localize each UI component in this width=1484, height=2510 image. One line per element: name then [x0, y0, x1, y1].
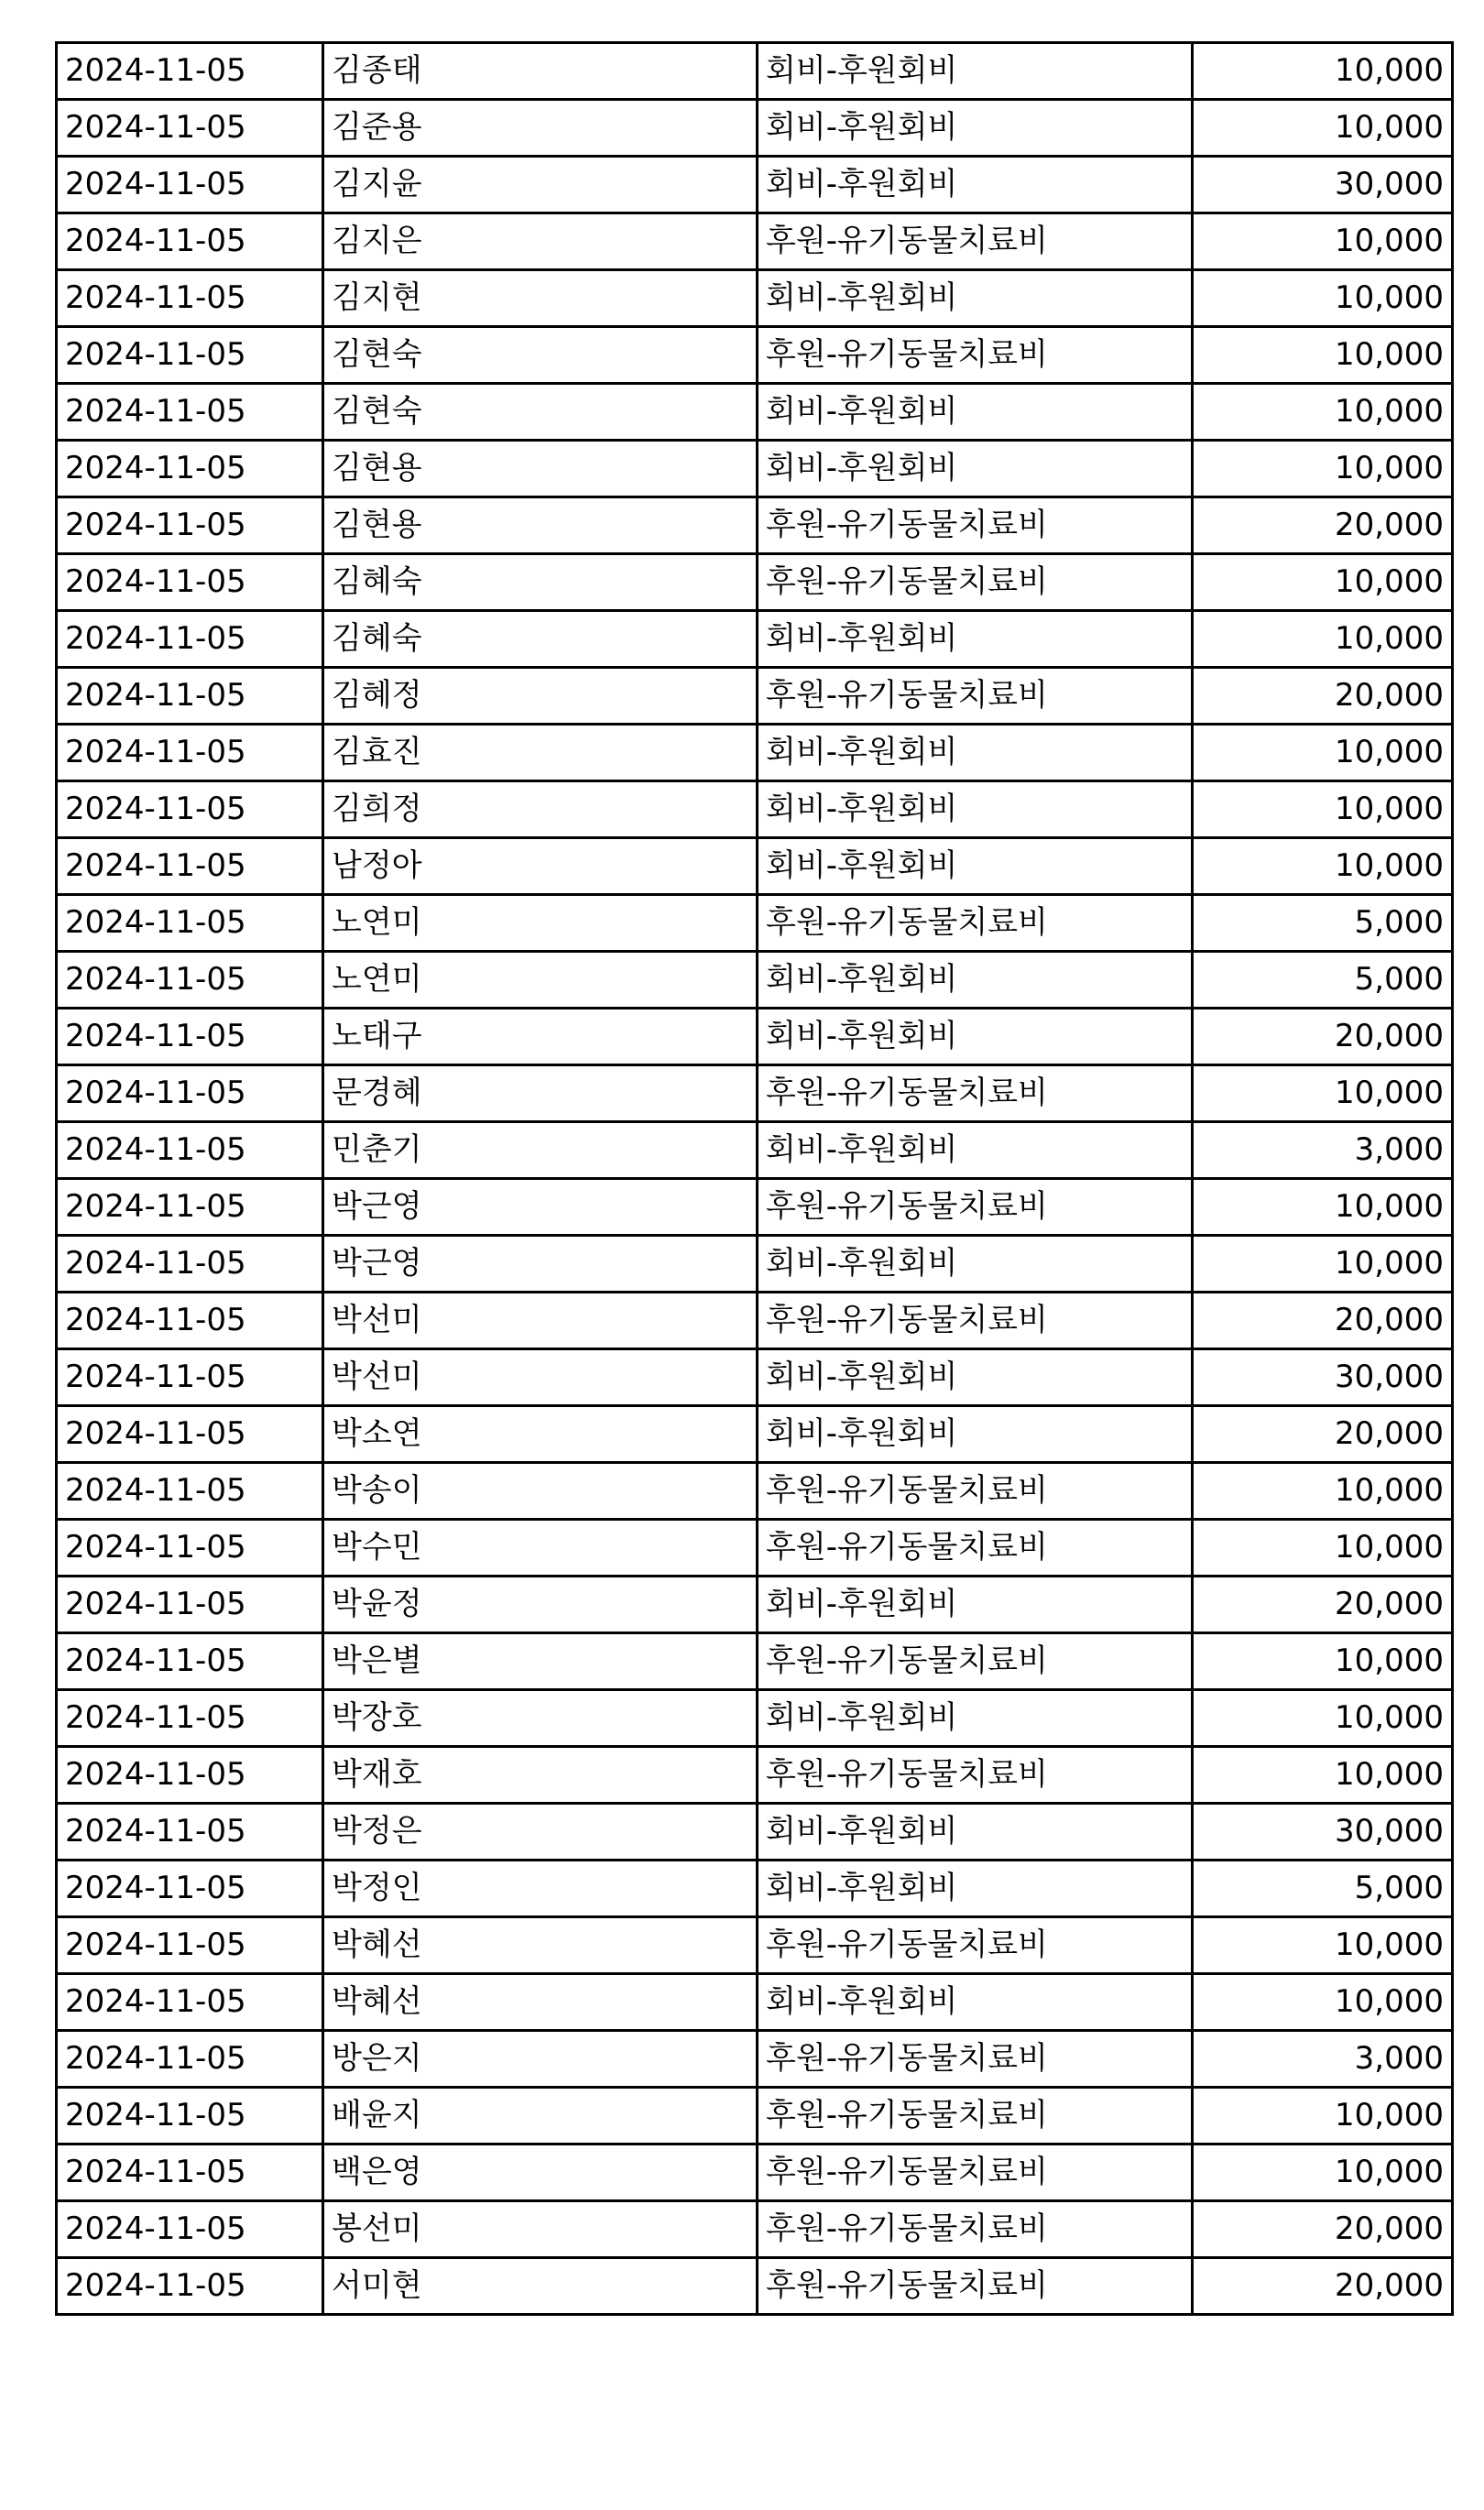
amount-cell: 10,000	[1193, 1747, 1453, 1804]
date-cell: 2024-11-05	[57, 1747, 323, 1804]
donor-name-cell: 박근영	[323, 1179, 758, 1236]
date-cell: 2024-11-05	[57, 781, 323, 838]
amount-cell: 20,000	[1193, 1406, 1453, 1463]
table-row	[57, 1009, 1453, 1065]
table-row	[57, 1122, 1453, 1179]
donor-name-cell: 박윤정	[323, 1577, 758, 1633]
category-cell: 회비-후원회비	[758, 838, 1193, 895]
category-cell: 회비-후원회비	[758, 1009, 1193, 1065]
date-cell: 2024-11-05	[57, 270, 323, 327]
table-row	[57, 1747, 1453, 1804]
date-cell: 2024-11-05	[57, 213, 323, 270]
category-cell: 회비-후원회비	[758, 1861, 1193, 1917]
date-cell: 2024-11-05	[57, 1406, 323, 1463]
category-cell: 회비-후원회비	[758, 1577, 1193, 1633]
date-cell: 2024-11-05	[57, 611, 323, 668]
table-row	[57, 1974, 1453, 2031]
table-row	[57, 327, 1453, 384]
amount-cell: 10,000	[1193, 1690, 1453, 1747]
category-cell: 회비-후원회비	[758, 384, 1193, 441]
amount-cell: 20,000	[1193, 1009, 1453, 1065]
table-row	[57, 270, 1453, 327]
category-cell: 후원-유기동물치료비	[758, 1293, 1193, 1349]
category-cell: 회비-후원회비	[758, 1349, 1193, 1406]
donor-name-cell: 박정인	[323, 1861, 758, 1917]
category-cell: 후원-유기동물치료비	[758, 2201, 1193, 2258]
date-cell: 2024-11-05	[57, 1917, 323, 1974]
date-cell: 2024-11-05	[57, 1577, 323, 1633]
amount-cell: 10,000	[1193, 725, 1453, 781]
category-cell: 후원-유기동물치료비	[758, 497, 1193, 554]
donor-name-cell: 서미현	[323, 2258, 758, 2315]
amount-cell: 10,000	[1193, 327, 1453, 384]
amount-cell: 10,000	[1193, 43, 1453, 100]
table-row	[57, 43, 1453, 100]
date-cell: 2024-11-05	[57, 1520, 323, 1577]
table-row	[57, 554, 1453, 611]
donor-name-cell: 박선미	[323, 1293, 758, 1349]
date-cell: 2024-11-05	[57, 2031, 323, 2088]
donor-name-cell: 김종태	[323, 43, 758, 100]
date-cell: 2024-11-05	[57, 1009, 323, 1065]
table-row	[57, 1179, 1453, 1236]
date-cell: 2024-11-05	[57, 327, 323, 384]
amount-cell: 10,000	[1193, 1633, 1453, 1690]
table-row	[57, 1577, 1453, 1633]
date-cell: 2024-11-05	[57, 497, 323, 554]
table-row	[57, 213, 1453, 270]
category-cell: 후원-유기동물치료비	[758, 2258, 1193, 2315]
table-row	[57, 1349, 1453, 1406]
category-cell: 후원-유기동물치료비	[758, 668, 1193, 725]
category-cell: 회비-후원회비	[758, 611, 1193, 668]
table-row	[57, 781, 1453, 838]
category-cell: 후원-유기동물치료비	[758, 327, 1193, 384]
ledger-table-body	[57, 43, 1453, 2315]
category-cell: 회비-후원회비	[758, 441, 1193, 497]
donor-name-cell: 노태구	[323, 1009, 758, 1065]
table-row	[57, 611, 1453, 668]
donor-name-cell: 김현용	[323, 441, 758, 497]
donor-name-cell: 박선미	[323, 1349, 758, 1406]
amount-cell: 10,000	[1193, 1065, 1453, 1122]
ledger-sheet	[55, 41, 1444, 2316]
category-cell: 회비-후원회비	[758, 781, 1193, 838]
donor-name-cell: 김준용	[323, 100, 758, 157]
date-cell: 2024-11-05	[57, 1861, 323, 1917]
date-cell: 2024-11-05	[57, 1974, 323, 2031]
category-cell: 후원-유기동물치료비	[758, 1179, 1193, 1236]
date-cell: 2024-11-05	[57, 100, 323, 157]
date-cell: 2024-11-05	[57, 1804, 323, 1861]
table-row	[57, 725, 1453, 781]
amount-cell: 3,000	[1193, 2031, 1453, 2088]
donor-name-cell: 김혜숙	[323, 554, 758, 611]
amount-cell: 10,000	[1193, 2088, 1453, 2144]
donor-name-cell: 노연미	[323, 952, 758, 1009]
category-cell: 회비-후원회비	[758, 1406, 1193, 1463]
table-row	[57, 2201, 1453, 2258]
amount-cell: 3,000	[1193, 1122, 1453, 1179]
date-cell: 2024-11-05	[57, 2088, 323, 2144]
donor-name-cell: 박혜선	[323, 1974, 758, 2031]
donor-name-cell: 박정은	[323, 1804, 758, 1861]
amount-cell: 10,000	[1193, 100, 1453, 157]
table-row	[57, 1804, 1453, 1861]
category-cell: 후원-유기동물치료비	[758, 1747, 1193, 1804]
category-cell: 회비-후원회비	[758, 725, 1193, 781]
date-cell: 2024-11-05	[57, 668, 323, 725]
date-cell: 2024-11-05	[57, 1690, 323, 1747]
date-cell: 2024-11-05	[57, 157, 323, 213]
date-cell: 2024-11-05	[57, 1065, 323, 1122]
amount-cell: 10,000	[1193, 1236, 1453, 1293]
amount-cell: 20,000	[1193, 668, 1453, 725]
date-cell: 2024-11-05	[57, 725, 323, 781]
category-cell: 회비-후원회비	[758, 157, 1193, 213]
donor-name-cell: 봉선미	[323, 2201, 758, 2258]
date-cell: 2024-11-05	[57, 952, 323, 1009]
amount-cell: 10,000	[1193, 384, 1453, 441]
donor-name-cell: 배윤지	[323, 2088, 758, 2144]
donor-name-cell: 김희정	[323, 781, 758, 838]
date-cell: 2024-11-05	[57, 1293, 323, 1349]
category-cell: 후원-유기동물치료비	[758, 1917, 1193, 1974]
date-cell: 2024-11-05	[57, 895, 323, 952]
table-row	[57, 838, 1453, 895]
table-row	[57, 1065, 1453, 1122]
table-row	[57, 441, 1453, 497]
table-row	[57, 1463, 1453, 1520]
donor-name-cell: 노연미	[323, 895, 758, 952]
amount-cell: 5,000	[1193, 952, 1453, 1009]
category-cell: 회비-후원회비	[758, 43, 1193, 100]
date-cell: 2024-11-05	[57, 554, 323, 611]
date-cell: 2024-11-05	[57, 1236, 323, 1293]
amount-cell: 10,000	[1193, 213, 1453, 270]
category-cell: 후원-유기동물치료비	[758, 1463, 1193, 1520]
table-row	[57, 2258, 1453, 2315]
amount-cell: 20,000	[1193, 1293, 1453, 1349]
table-row	[57, 1861, 1453, 1917]
category-cell: 회비-후원회비	[758, 1804, 1193, 1861]
donor-name-cell: 백은영	[323, 2144, 758, 2201]
date-cell: 2024-11-05	[57, 2144, 323, 2201]
amount-cell: 5,000	[1193, 895, 1453, 952]
donor-name-cell: 박은별	[323, 1633, 758, 1690]
date-cell: 2024-11-05	[57, 1122, 323, 1179]
category-cell: 회비-후원회비	[758, 270, 1193, 327]
table-row	[57, 1293, 1453, 1349]
donor-name-cell: 문경혜	[323, 1065, 758, 1122]
category-cell: 회비-후원회비	[758, 1122, 1193, 1179]
amount-cell: 5,000	[1193, 1861, 1453, 1917]
date-cell: 2024-11-05	[57, 441, 323, 497]
date-cell: 2024-11-05	[57, 1349, 323, 1406]
date-cell: 2024-11-05	[57, 838, 323, 895]
donor-name-cell: 박근영	[323, 1236, 758, 1293]
table-row	[57, 1633, 1453, 1690]
amount-cell: 10,000	[1193, 838, 1453, 895]
donor-name-cell: 김혜숙	[323, 611, 758, 668]
table-row	[57, 100, 1453, 157]
amount-cell: 10,000	[1193, 1520, 1453, 1577]
amount-cell: 20,000	[1193, 497, 1453, 554]
amount-cell: 30,000	[1193, 1349, 1453, 1406]
table-row	[57, 952, 1453, 1009]
table-row	[57, 157, 1453, 213]
category-cell: 후원-유기동물치료비	[758, 2144, 1193, 2201]
category-cell: 후원-유기동물치료비	[758, 1520, 1193, 1577]
amount-cell: 10,000	[1193, 1179, 1453, 1236]
amount-cell: 20,000	[1193, 2201, 1453, 2258]
donor-name-cell: 박수민	[323, 1520, 758, 1577]
donor-name-cell: 박혜선	[323, 1917, 758, 1974]
table-row	[57, 497, 1453, 554]
donor-name-cell: 남정아	[323, 838, 758, 895]
category-cell: 회비-후원회비	[758, 1236, 1193, 1293]
donation-ledger-table	[55, 41, 1454, 2316]
table-row	[57, 1236, 1453, 1293]
amount-cell: 10,000	[1193, 441, 1453, 497]
donor-name-cell: 김현숙	[323, 327, 758, 384]
date-cell: 2024-11-05	[57, 1463, 323, 1520]
amount-cell: 30,000	[1193, 1804, 1453, 1861]
donor-name-cell: 김지은	[323, 213, 758, 270]
amount-cell: 10,000	[1193, 1974, 1453, 2031]
table-row	[57, 1520, 1453, 1577]
table-row	[57, 2031, 1453, 2088]
donor-name-cell: 박재호	[323, 1747, 758, 1804]
table-row	[57, 668, 1453, 725]
amount-cell: 10,000	[1193, 270, 1453, 327]
date-cell: 2024-11-05	[57, 2258, 323, 2315]
table-row	[57, 384, 1453, 441]
amount-cell: 30,000	[1193, 157, 1453, 213]
donor-name-cell: 박장호	[323, 1690, 758, 1747]
table-row	[57, 1406, 1453, 1463]
date-cell: 2024-11-05	[57, 43, 323, 100]
category-cell: 회비-후원회비	[758, 1974, 1193, 2031]
category-cell: 후원-유기동물치료비	[758, 895, 1193, 952]
donor-name-cell: 김현숙	[323, 384, 758, 441]
category-cell: 후원-유기동물치료비	[758, 554, 1193, 611]
amount-cell: 20,000	[1193, 1577, 1453, 1633]
category-cell: 후원-유기동물치료비	[758, 1633, 1193, 1690]
donor-name-cell: 김혜정	[323, 668, 758, 725]
donor-name-cell: 김지현	[323, 270, 758, 327]
table-row	[57, 1690, 1453, 1747]
donor-name-cell: 박송이	[323, 1463, 758, 1520]
category-cell: 회비-후원회비	[758, 100, 1193, 157]
category-cell: 후원-유기동물치료비	[758, 1065, 1193, 1122]
amount-cell: 10,000	[1193, 611, 1453, 668]
donor-name-cell: 박소연	[323, 1406, 758, 1463]
category-cell: 회비-후원회비	[758, 1690, 1193, 1747]
donor-name-cell: 김효진	[323, 725, 758, 781]
category-cell: 회비-후원회비	[758, 952, 1193, 1009]
donor-name-cell: 김지윤	[323, 157, 758, 213]
table-row	[57, 1917, 1453, 1974]
donor-name-cell: 김현용	[323, 497, 758, 554]
amount-cell: 10,000	[1193, 1917, 1453, 1974]
category-cell: 후원-유기동물치료비	[758, 2031, 1193, 2088]
date-cell: 2024-11-05	[57, 2201, 323, 2258]
amount-cell: 10,000	[1193, 554, 1453, 611]
table-row	[57, 895, 1453, 952]
amount-cell: 10,000	[1193, 2144, 1453, 2201]
table-row	[57, 2088, 1453, 2144]
donor-name-cell: 민춘기	[323, 1122, 758, 1179]
amount-cell: 10,000	[1193, 1463, 1453, 1520]
donor-name-cell: 방은지	[323, 2031, 758, 2088]
amount-cell: 10,000	[1193, 781, 1453, 838]
date-cell: 2024-11-05	[57, 384, 323, 441]
date-cell: 2024-11-05	[57, 1179, 323, 1236]
amount-cell: 20,000	[1193, 2258, 1453, 2315]
category-cell: 후원-유기동물치료비	[758, 213, 1193, 270]
table-row	[57, 2144, 1453, 2201]
date-cell: 2024-11-05	[57, 1633, 323, 1690]
category-cell: 후원-유기동물치료비	[758, 2088, 1193, 2144]
